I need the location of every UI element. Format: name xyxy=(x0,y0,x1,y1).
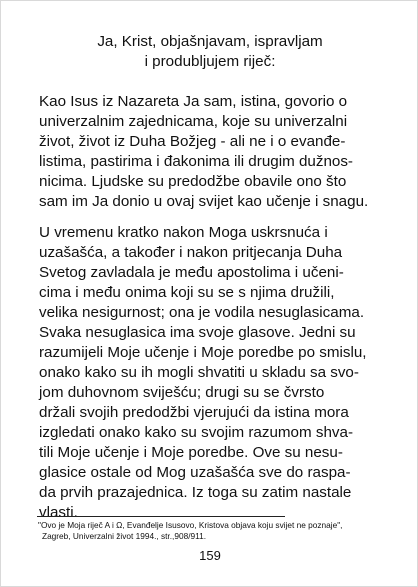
paragraph-line: nicima. Ljudske su predodžbe obavile ono što xyxy=(39,173,347,190)
footnote-divider xyxy=(37,516,285,517)
paragraph-line: glasice ostale od Mog uzašašća sve do raspa- xyxy=(39,464,351,481)
paragraph-line: razumijeli Moje učenje i Moje poredbe po smislu, xyxy=(39,344,367,361)
paragraph-line: Svetog zavladala je među apostolima i učeni- xyxy=(39,264,344,281)
paragraph-line: izgledati onako kako su svojim razumom shva- xyxy=(39,424,354,441)
footnote xyxy=(38,520,398,542)
body-paragraph xyxy=(39,92,389,212)
footnote-line: "Ovo je Moja riječ A i Ω, Evanđelje Isusovo, Kristova objava koju svijet ne poznaje", xyxy=(38,520,343,530)
paragraph-line: listima, pastirima i đakonima ili drugim dužnos- xyxy=(39,153,353,170)
paragraph-line: onako kako su ih mogli shvatiti u skladu sa svo- xyxy=(39,364,359,381)
paragraph-line: život, život iz Duha Božjeg - ali ne i o evanđe- xyxy=(39,133,346,150)
paragraph-line: Svaka nesuglasica ima svoje glasove. Jedni su xyxy=(39,324,356,341)
paragraph-line: uzašašća, a također i nakon pritjecanja Duha xyxy=(39,244,343,261)
heading-line: i produbljujem riječ: xyxy=(144,53,276,70)
paragraph-line: U vremenu kratko nakon Moga uskrsnuća i xyxy=(39,224,328,241)
heading-line: Ja, Krist, objašnjavam, ispravljam xyxy=(97,33,323,50)
paragraph-line: jom duhovnom sviješću; drugi su se čvrsto xyxy=(39,384,325,401)
paragraph-line: Kao Isus iz Nazareta Ja sam, istina, govorio o xyxy=(39,93,348,110)
paragraph-line: velika nesigurnost; ona je vodila nesuglasicama. xyxy=(39,304,365,321)
paragraph-line: univerzalnim zajednicama, koje su univerzalni xyxy=(39,113,348,130)
paragraph-line: tili Moje učenje i Moje poredbe. Ove su nesu- xyxy=(39,444,343,461)
page-heading xyxy=(31,32,389,72)
paragraph-line: držali svojih predodžbi vjerujući da istina mora xyxy=(39,404,349,421)
body-paragraph xyxy=(39,223,389,523)
paragraph-line: sam im Ja donio u ovaj svijet kao učenje i snagu. xyxy=(39,193,369,210)
paragraph-line: da prvih prazajednica. Iz toga su zatim nastale xyxy=(39,484,352,501)
page-number: 159 xyxy=(199,548,221,563)
footnote-line: Zagreb, Univerzalni život 1994., str.,908/911. xyxy=(42,531,207,541)
paragraph-line: vlasti. xyxy=(39,504,78,521)
paragraph-line: cima i među onima koji su se s njima družili, xyxy=(39,284,335,301)
